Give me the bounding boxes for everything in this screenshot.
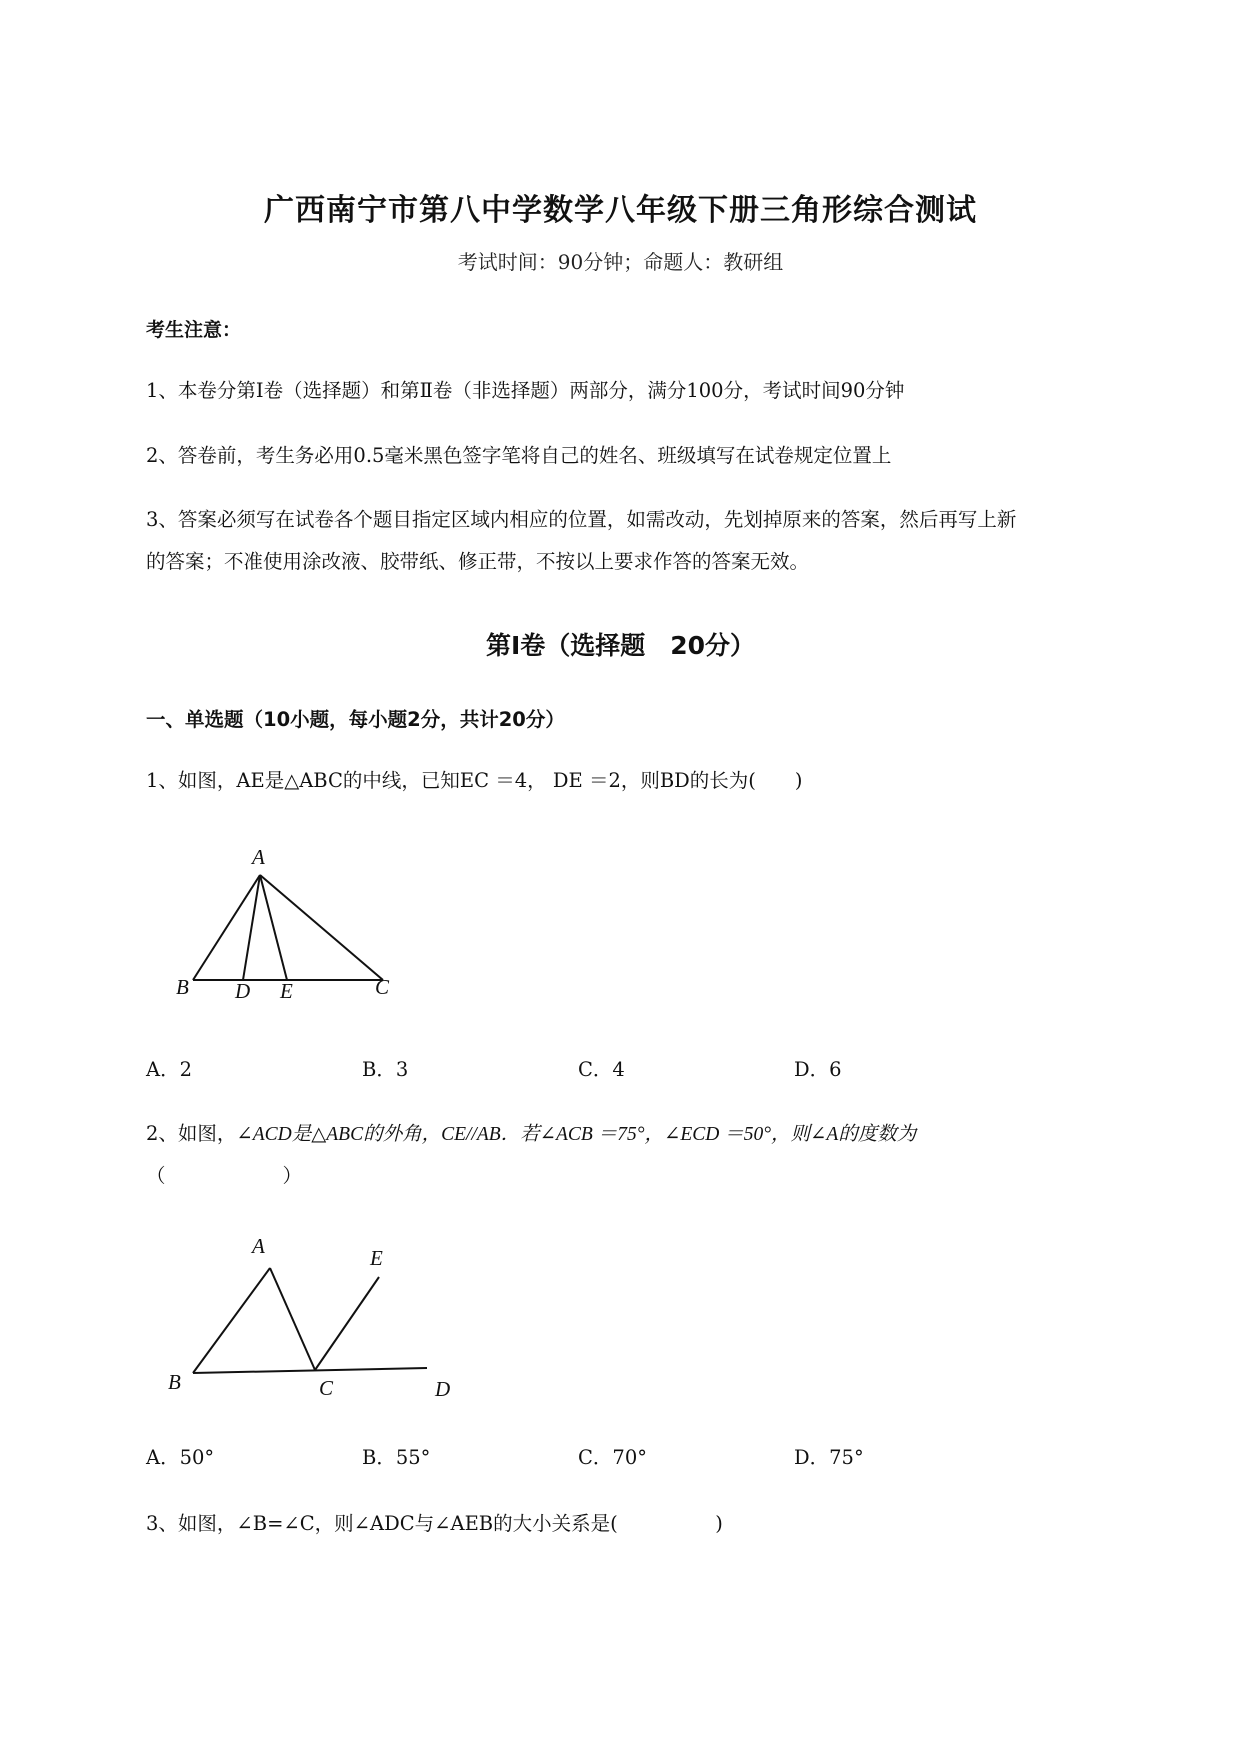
label-c: C	[319, 1376, 334, 1400]
question-2-statement: ∠ACD是△ABC的外角，CE//AB．若∠ACB ＝75°，∠ECD ＝50°，则∠A的度数为	[236, 1124, 917, 1145]
label-b: B	[168, 1370, 181, 1394]
question-2-text	[146, 1118, 916, 1146]
label-e: E	[280, 979, 293, 1003]
exam-info: 考试时间：90分钟；命题人：教研组	[457, 250, 784, 274]
segment-ae	[260, 875, 287, 980]
question-2-prefix: 2、如图，	[146, 1122, 237, 1145]
label-c: C	[375, 975, 390, 999]
label-a: A	[252, 845, 265, 869]
notice-item-2: 2、答卷前，考生务必用0.5毫米黑色签字笔将自己的姓名、班级填写在试卷规定位置上	[146, 444, 892, 467]
question-1-option-d: D．6	[794, 1058, 842, 1081]
question-2-option-b: B．55°	[362, 1446, 431, 1469]
question-2-option-d: D．75°	[794, 1446, 864, 1469]
label-a: A	[252, 1234, 265, 1258]
notice-item-3-continued: 的答案；不准使用涂改液、胶带纸、修正带，不按以上要求作答的答案无效。	[146, 550, 810, 573]
question-2-option-a: A．50°	[146, 1446, 215, 1469]
segment-ce	[315, 1277, 379, 1370]
label-b: B	[176, 975, 189, 999]
section-heading: 第I卷（选择题 20分）	[485, 631, 756, 660]
label-e: E	[370, 1246, 383, 1270]
question-2-blank: （ ）	[146, 1164, 303, 1187]
question-1-option-a: A．2	[146, 1058, 192, 1081]
notice-heading: 考生注意：	[146, 319, 242, 341]
segment-ab	[193, 1268, 270, 1373]
question-1-option-c: C．4	[578, 1058, 625, 1081]
part-heading: 一、单选题（10小题，每小题2分，共计20分）	[146, 708, 565, 731]
question-2-figure	[160, 1225, 470, 1405]
question-2-option-c: C．70°	[578, 1446, 647, 1469]
label-d: D	[435, 1377, 451, 1401]
question-1-text: 1、如图，AE是△ABC的中线，已知EC ＝4， DE ＝2，则BD的长为( )	[146, 769, 803, 792]
question-1-option-b: B．3	[362, 1058, 409, 1081]
notice-item-1: 1、本卷分第I卷（选择题）和第Ⅱ卷（非选择题）两部分，满分100分，考试时间90分钟	[146, 379, 905, 402]
question-1-figure	[160, 840, 420, 1010]
segment-ad	[243, 875, 260, 980]
question-3-text: 3、如图，∠B=∠C，则∠ADC与∠AEB的大小关系是( )	[146, 1512, 723, 1535]
notice-item-3: 3、答案必须写在试卷各个题目指定区域内相应的位置，如需改动，先划掉原来的答案，然后再写上新	[146, 508, 1017, 531]
label-d: D	[235, 979, 251, 1003]
segment-bd	[193, 1368, 427, 1373]
segment-ac	[270, 1268, 315, 1370]
page-title: 广西南宁市第八中学数学八年级下册三角形综合测试	[264, 193, 977, 228]
segment-ab	[193, 875, 260, 980]
segment-ac	[260, 875, 383, 980]
